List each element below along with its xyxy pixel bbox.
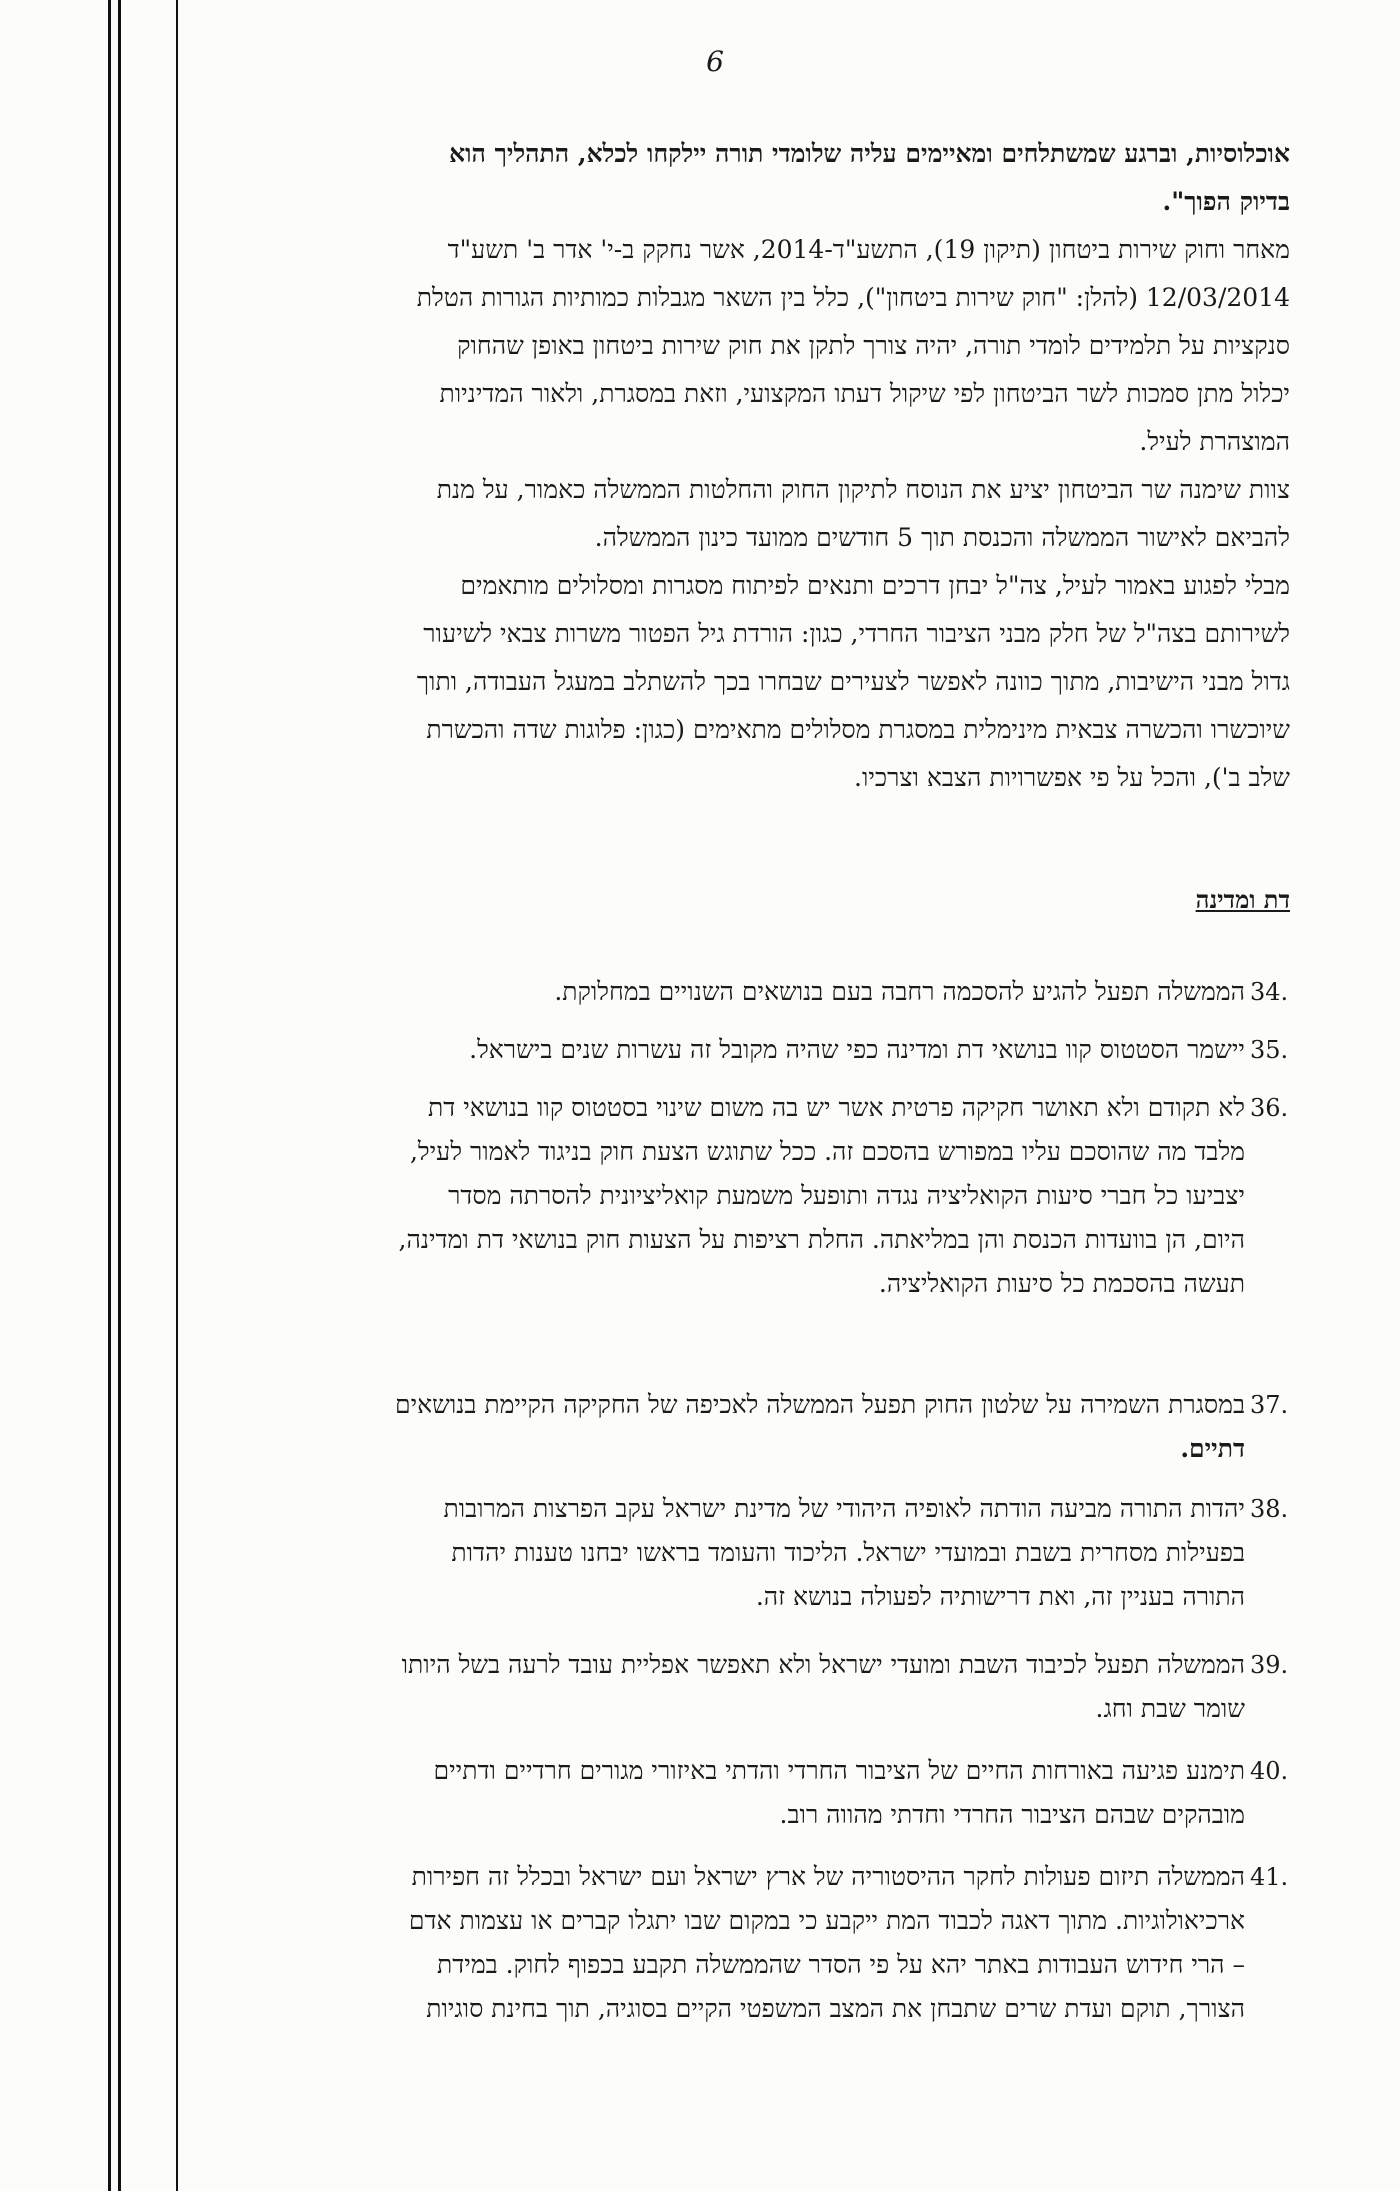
clause-line: במסגרת השמירה על שלטון החוק תפעל הממשלה לאכיפה של החקיקה הקיימת בנושאים [394,1390,1245,1419]
clause-number: 36. [1250,1094,1289,1122]
clause-line: – הרי חידוש העבודות באתר יהא על פי הסדר שהממשלה תקבע בכפוף לחוק. במידת [437,1950,1245,1979]
clause-number: 35. [1250,1036,1289,1064]
clause-line: תימנע פגיעה באורחות החיים של הציבור החרדי והדתי באיזורי מגורים חרדיים ודתיים [433,1756,1245,1785]
clause-line: יהדות התורה מביעה הודתה לאופיה היהודי של מדינת ישראל עקב הפרצות המרובות [443,1494,1245,1523]
intro-line: אוכלוסיות, וברגע שמשתלחים ומאיימים עליה שלומדי תורה יילקחו לכלא, התהליך הוא [449,139,1290,168]
clause-line: מובהקים שבהם הציבור החרדי וחדתי מהווה רוב. [779,1800,1245,1829]
clause-line: הממשלה תפעל להגיע להסכמה רחבה בעם בנושאים השנויים במחלוקת. [554,977,1245,1006]
intro-line: צוות שימנה שר הביטחון יציע את הנוסח לתיקון החוק והחלטות הממשלה כאמור, על מנת [436,475,1290,504]
clause-number: 37. [1250,1391,1289,1419]
intro-line: גדול מבני הישיבות, מתוך כוונה לאפשר לצעירים שבחרו בכך להשתלב במעגל העבודה, ותוך [416,667,1290,696]
intro-line: המוצהרת לעיל. [1139,427,1290,456]
clause-line: יצביעו כל חברי סיעות הקואליציה נגדה ותופעל משמעת קואליציונית להסרתה מסדר [448,1181,1245,1210]
clause-36 [100,1086,1289,1306]
clause-line: התורה בעניין זה, ואת דרישותיה לפעולה בנושא זה. [755,1582,1245,1611]
clause-41 [100,1855,1289,2031]
clause-35 [100,1028,1289,1072]
clause-number: 34. [1250,978,1289,1006]
clause-line: היום, הן בוועדות הכנסת והן במליאתה. החלת רציפות על הצעות חוק בנושאי דת ומדינה, [398,1225,1245,1254]
intro-line: יכלול מתן סמכות לשר הביטחון לפי שיקול דעתו המקצועי, וזאת במסגרת, ולאור המדיניות [439,379,1290,408]
intro-line: מאחר וחוק שירות ביטחון (תיקון 19), התשע"ד-2014, אשר נחקק ב-י' אדר ב' תשע"ד [447,235,1290,264]
clause-38 [100,1487,1289,1619]
intro-line: שלב ב'), והכל על פי אפשרויות הצבא וצרכיו. [854,763,1290,792]
clause-line: הממשלה תיזום פעולות לחקר ההיסטוריה של ארץ ישראל ועם ישראל ובכלל זה חפירות [411,1862,1245,1891]
clause-line: לא תקודם ולא תאושר חקיקה פרטית אשר יש בה משום שינוי בסטטוס קוו בנושאי דת [428,1093,1245,1122]
clause-line: בפעילות מסחרית בשבת ובמועדי ישראל. הליכוד והעומד בראשו יבחנו טענות יהדות [451,1538,1245,1567]
clause-number: 40. [1250,1757,1289,1785]
clause-line: ארכיאולוגיות. מתוך דאגה לכבוד המת ייקבע כי במקום שבו יתגלו קברים או עצמות אדם [408,1906,1245,1935]
clause-line: הממשלה תפעל לכיבוד השבת ומועדי ישראל ולא תאפשר אפליית עובד לרעה בשל היותו [401,1650,1245,1679]
clause-39 [100,1643,1289,1731]
intro-line: 12/03/2014 (להלן: "חוק שירות ביטחון"), כלל בין השאר מגבלות כמותיות הגורות הטלת [416,283,1290,312]
intro-line: להביאם לאישור הממשלה והכנסת תוך 5 חודשים ממועד כינון הממשלה. [594,523,1290,552]
clause-line: יישמר הסטטוס קוו בנושאי דת ומדינה כפי שהיה מקובל זה עשרות שנים בישראל. [469,1035,1245,1064]
clause-line: תעשה בהסכמת כל סיעות הקואליציה. [878,1269,1245,1298]
section-heading: דת ומדינה [1195,885,1290,914]
clause-34 [100,970,1289,1014]
clause-number: 39. [1250,1651,1289,1679]
intro-line: בדיוק הפוך". [1162,187,1290,216]
clause-number: 38. [1250,1495,1289,1523]
intro-line: מבלי לפגוע באמור לעיל, צה"ל יבחן דרכים ותנאים לפיתוח מסגרות ומסלולים מותאמים [460,571,1290,600]
clause-number: 41. [1250,1863,1289,1891]
intro-line: לשירותם בצה"ל של חלק מבני הציבור החרדי, כגון: הורדת גיל הפטור משרות צבאי לשיעור [423,619,1290,648]
clause-37 [100,1383,1289,1471]
intro-line: שיוכשרו והכשרה צבאית מינימלית במסגרת מסלולים מתאימים (כגון: פלוגות שדה והכשרת [426,715,1290,744]
clause-line: הצורך, תוקם ועדת שרים שתבחן את המצב המשפטי הקיים בסוגיה, תוך בחינת סוגיות [426,1994,1245,2023]
clause-line: דתיים. [1180,1434,1245,1463]
page-number: 6 [706,45,724,78]
clause-line: שומר שבת וחג. [1095,1694,1245,1723]
clause-line: מלבד מה שהוסכם עליו במפורש בהסכם זה. ככל שתוגש הצעת חוק בניגוד לאמור לעיל, [409,1137,1245,1166]
intro-line: סנקציות על תלמידים לומדי תורה, יהיה צורך לתקן את חוק שירות ביטחון באופן שהחוק [457,331,1290,360]
intro-paragraphs [60,130,1290,802]
clause-40 [100,1749,1289,1837]
